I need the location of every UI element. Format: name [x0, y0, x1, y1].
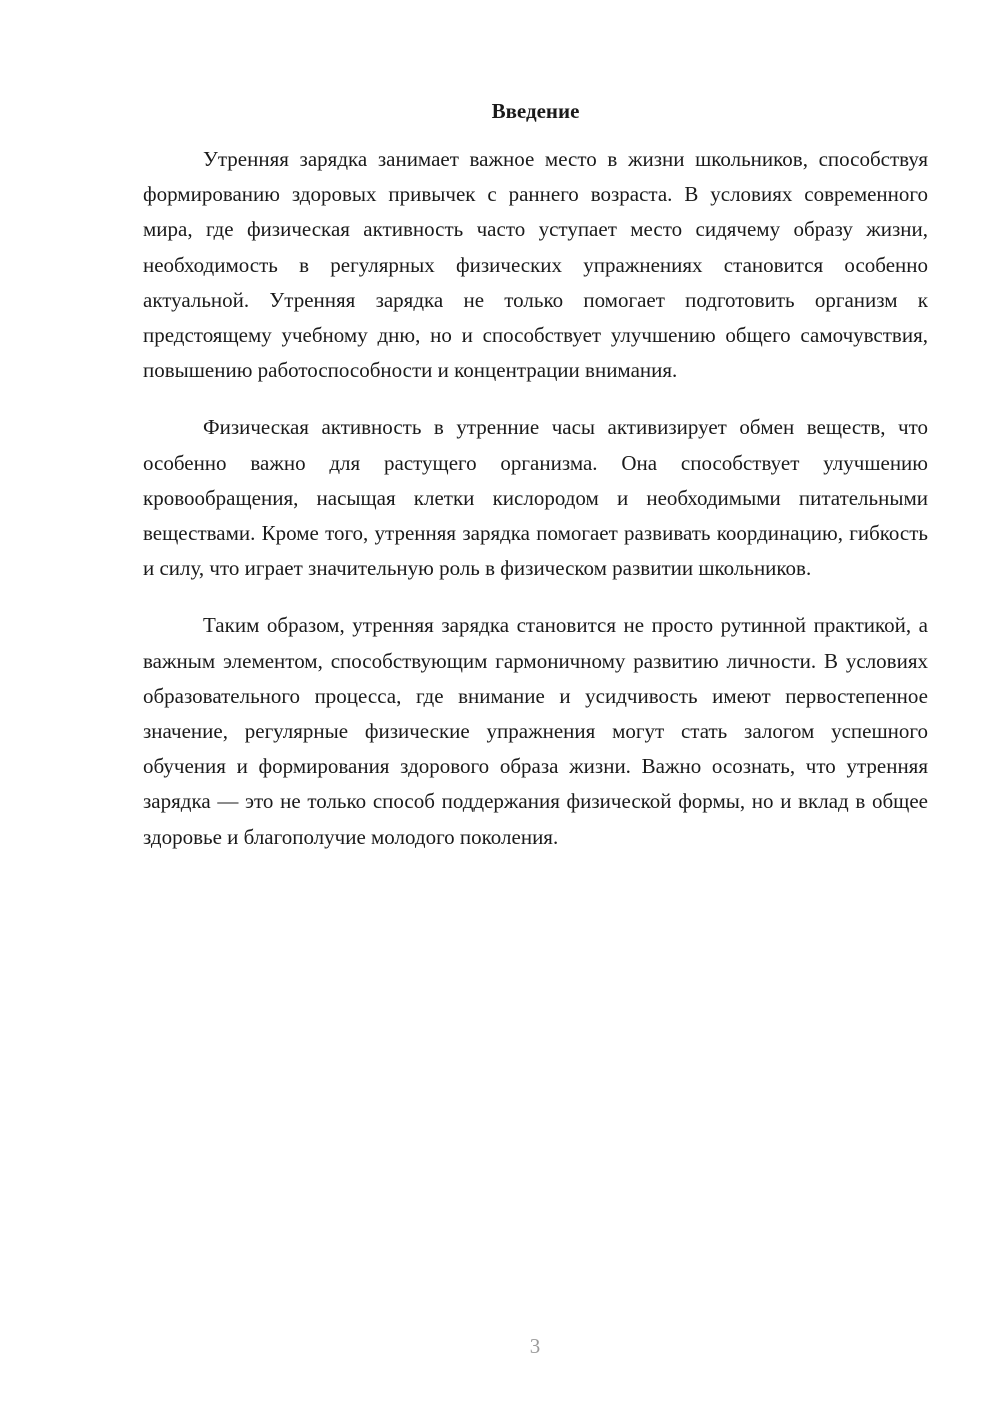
paragraph-1: Утренняя зарядка занимает важное место в жизни школьников, способствуя формированию здоровых привычек с раннего возраста. В условиях современного мира, где физическая активность часто уступает место сидячему образу жизни, необходимость в регулярных физических упражнениях становится особенно актуальной. Утренняя зарядка не только помогает подготовить организм к предстоящему учебному дню, но и способствует улучшению общего самочувствия, повышению работоспособности и концентрации внимания.	[143, 147, 928, 383]
paragraph-3: Таким образом, утренняя зарядка становится не просто рутинной практикой, а важным элементом, способствующим гармоничному развитию личности. В условиях образовательного процесса, где внимание и усидчивость имеют первостепенное значение, регулярные физические упражнения могут стать залогом успешного обучения и формирования здорового образа жизни. Важно осознать, что утренняя зарядка — это не только способ поддержания физической формы, но и вклад в общее здоровье и благополучие молодого поколения.	[143, 613, 928, 849]
paragraph-2: Физическая активность в утренние часы активизирует обмен веществ, что особенно важно для растущего организма. Она способствует улучшению кровообращения, насыщая клетки кислородом и необходимыми питательными веществами. Кроме того, утренняя зарядка помогает развивать координацию, гибкость и силу, что играет значительную роль в физическом развитии школьников.	[143, 415, 928, 581]
section-heading: Введение	[491, 99, 580, 123]
page-content	[143, 96, 928, 877]
page-number: 3	[529, 1334, 541, 1358]
